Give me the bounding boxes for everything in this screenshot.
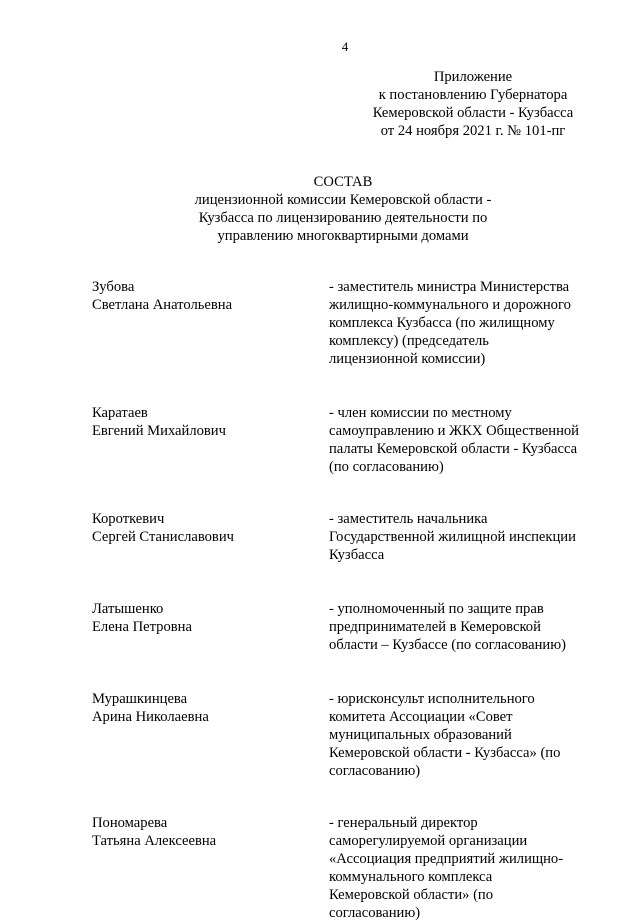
member-given-names: Елена Петровна [92,619,192,635]
member-role-line: (по согласованию) [329,459,444,475]
title-heading: СОСТАВ [313,174,373,190]
member-role-line: Кузбасса [329,547,385,563]
member-role-line: - заместитель начальника [329,511,488,527]
member-role-line: комплексу) (председатель [329,333,489,349]
member-role-line: согласованию) [329,763,421,779]
member-entry [92,278,602,368]
member-role-line: - юрисконсульт исполнительного [329,691,535,707]
member-role [329,404,599,476]
member-name [92,278,312,314]
member-given-names: Татьяна Алексеевна [92,833,217,849]
member-role-line: - заместитель министра Министерства [329,279,570,295]
member-name [92,600,312,636]
member-role [329,278,599,368]
member-role-line: жилищно-коммунального и дорожного [329,297,571,313]
member-role-line: - генеральный директор [329,815,478,831]
page-number: 4 [341,39,349,54]
member-surname: Мурашкинцева [92,691,188,707]
member-given-names: Арина Николаевна [92,709,209,725]
member-entry [92,814,602,922]
member-entry [92,404,602,476]
member-role-line: саморегулируемой организации [329,833,528,849]
member-role-line: Кемеровской области - Кузбасса» (по [329,745,561,761]
member-name [92,510,312,546]
member-role-line: «Ассоциация предприятий жилищно- [329,851,564,867]
member-surname: Короткевич [92,511,165,527]
member-entry [92,690,602,780]
member-given-names: Сергей Станиславович [92,529,234,545]
member-name [92,814,312,850]
appendix-line: от 24 ноября 2021 г. № 101-пг [380,123,566,139]
member-name [92,690,312,726]
member-role-line: предпринимателей в Кемеровской [329,619,541,635]
member-role [329,814,599,922]
member-role-line: согласованию) [329,905,421,921]
member-role-line: Кемеровской области» (по [329,887,494,903]
member-given-names: Евгений Михайлович [92,423,226,439]
appendix-header [350,68,596,140]
commission-member-list [92,278,602,922]
appendix-line: Кемеровской области - Кузбасса [372,105,574,121]
member-role [329,690,599,780]
member-role-line: коммунального комплекса [329,869,493,885]
title-subtitle-line: управлению многоквартирными домами [217,228,469,244]
member-surname: Пономарева [92,815,168,831]
member-role-line: комплекса Кузбасса (по жилищному [329,315,555,331]
member-role [329,600,599,654]
member-entry [92,600,602,654]
member-role-line: лицензионной комиссии) [329,351,486,367]
member-role-line: комитета Ассоциации «Совет [329,709,513,725]
document-title [0,173,640,245]
member-surname: Зубова [92,279,135,295]
title-subtitle-line: Кузбасса по лицензированию деятельности по [198,210,488,226]
member-name [92,404,312,440]
member-role-line: палаты Кемеровской области - Кузбасса [329,441,578,457]
member-role-line: области – Кузбассе (по согласованию) [329,637,566,653]
member-role-line: - уполномоченный по защите прав [329,601,544,617]
appendix-line: к постановлению Губернатора [378,87,568,103]
member-role-line: муниципальных образований [329,727,512,743]
member-role-line: Государственной жилищной инспекции [329,529,576,545]
member-role-line: самоуправлению и ЖКХ Общественной [329,423,579,439]
member-entry [92,510,602,564]
member-surname: Каратаев [92,405,148,421]
title-subtitle-line: лицензионной комиссии Кемеровской области - [194,192,492,208]
member-given-names: Светлана Анатольевна [92,297,233,313]
appendix-line: Приложение [433,69,513,85]
member-surname: Латышенко [92,601,164,617]
member-role-line: - член комиссии по местному [329,405,512,421]
member-role [329,510,599,564]
